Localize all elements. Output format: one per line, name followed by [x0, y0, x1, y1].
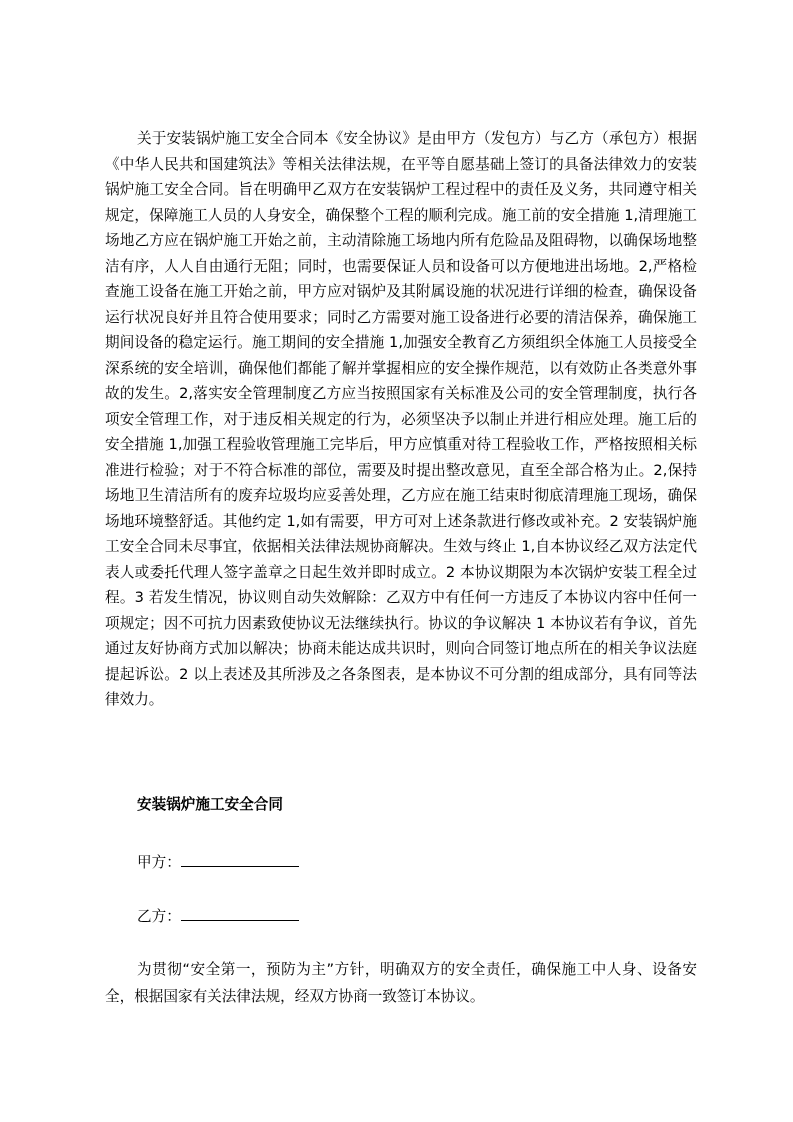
- party-b-line: [137, 904, 299, 928]
- party-b-blank: [181, 904, 299, 921]
- preface-paragraph: 为贯彻“安全第一，预防为主”方针，明确双方的安全责任，确保施工中人身、设备安全，根据国家有关法律法规，经双方协商一致签订本协议。: [105, 961, 697, 1005]
- party-a-line: [137, 850, 299, 874]
- party-b-label: 乙方：: [137, 908, 181, 925]
- party-a-label: 甲方：: [137, 854, 181, 871]
- contract-title: 安装锅炉施工安全合同: [137, 796, 283, 813]
- intro-paragraph: 关于安装锅炉施工安全合同本《安全协议》是由甲方（发包方）与乙方（承包方）根据《中华人民共和国建筑法》等相关法律法规，在平等自愿基础上签订的具备法律效力的安装锅炉施工安全合同。旨在明确甲乙双方在安装锅炉工程过程中的责任及义务，共同遵守相关规定，保障施工人员的人身安全，确保整个工程的顺利完成。施工前的安全措施 1,清理施工场地乙方应在锅炉施工开始之前，主动清除施工场地内所有危险品及阻碍物，以确保场地整洁有序，人人自由通行无阻；同时，也需要保证人员和设备可以方便地进出场地。2,严格检查施工设备在施工开始之前，甲方应对锅炉及其附属设施的状况进行详细的检查，确保设备运行状况良好并且符合使用要求；同时乙方需要对施工设备进行必要的清洁保养，确保施工期间设备的稳定运行。施工期间的安全措施 1,加强安全教育乙方须组织全体施工人员接受全深系统的安全培训，确保他们都能了解并掌握相应的安全操作规范，以有效防止各类意外事故的发生。2,落实安全管理制度乙方应当按照国家有关标准及公司的安全管理制度，执行各项安全管理工作，对于违反相关规定的行为，必须坚决予以制止并进行相应处理。施工后的安全措施 1,加强工程验收管理施工完毕后，甲方应慎重对待工程验收工作，严格按照相关标准进行检验；对于不符合标准的部位，需要及时提出整改意见，直至全部合格为止。2,保持场地卫生清洁所有的废弃垃圾均应妥善处理，乙方应在施工结束时彻底清理施工现场，确保场地环境整舒适。其他约定 1,如有需要，甲方可对上述条款进行修改或补充。2 安装锅炉施工安全合同未尽事宜，依据相关法律法规协商解决。生效与终止 1,自本协议经乙双方法定代表人或委托代理人签字盖章之日起生效并即时成立。2 本协议期限为本次锅炉安装工程全过程。3 若发生情况，协议则自动失效解除：乙双方中有任何一方违反了本协议内容中任何一项规定；因不可抗力因素致使协议无法继续执行。协议的争议解决 1 本协议若有争议，首先通过友好协商方式加以解决；协商未能达成共识时，则向合同签订地点所在的相关争议法庭提起诉讼。2 以上表述及其所涉及之各条图表，是本协议不可分割的组成部分，具有同等法律效力。: [105, 130, 697, 708]
- party-a-blank: [181, 850, 299, 867]
